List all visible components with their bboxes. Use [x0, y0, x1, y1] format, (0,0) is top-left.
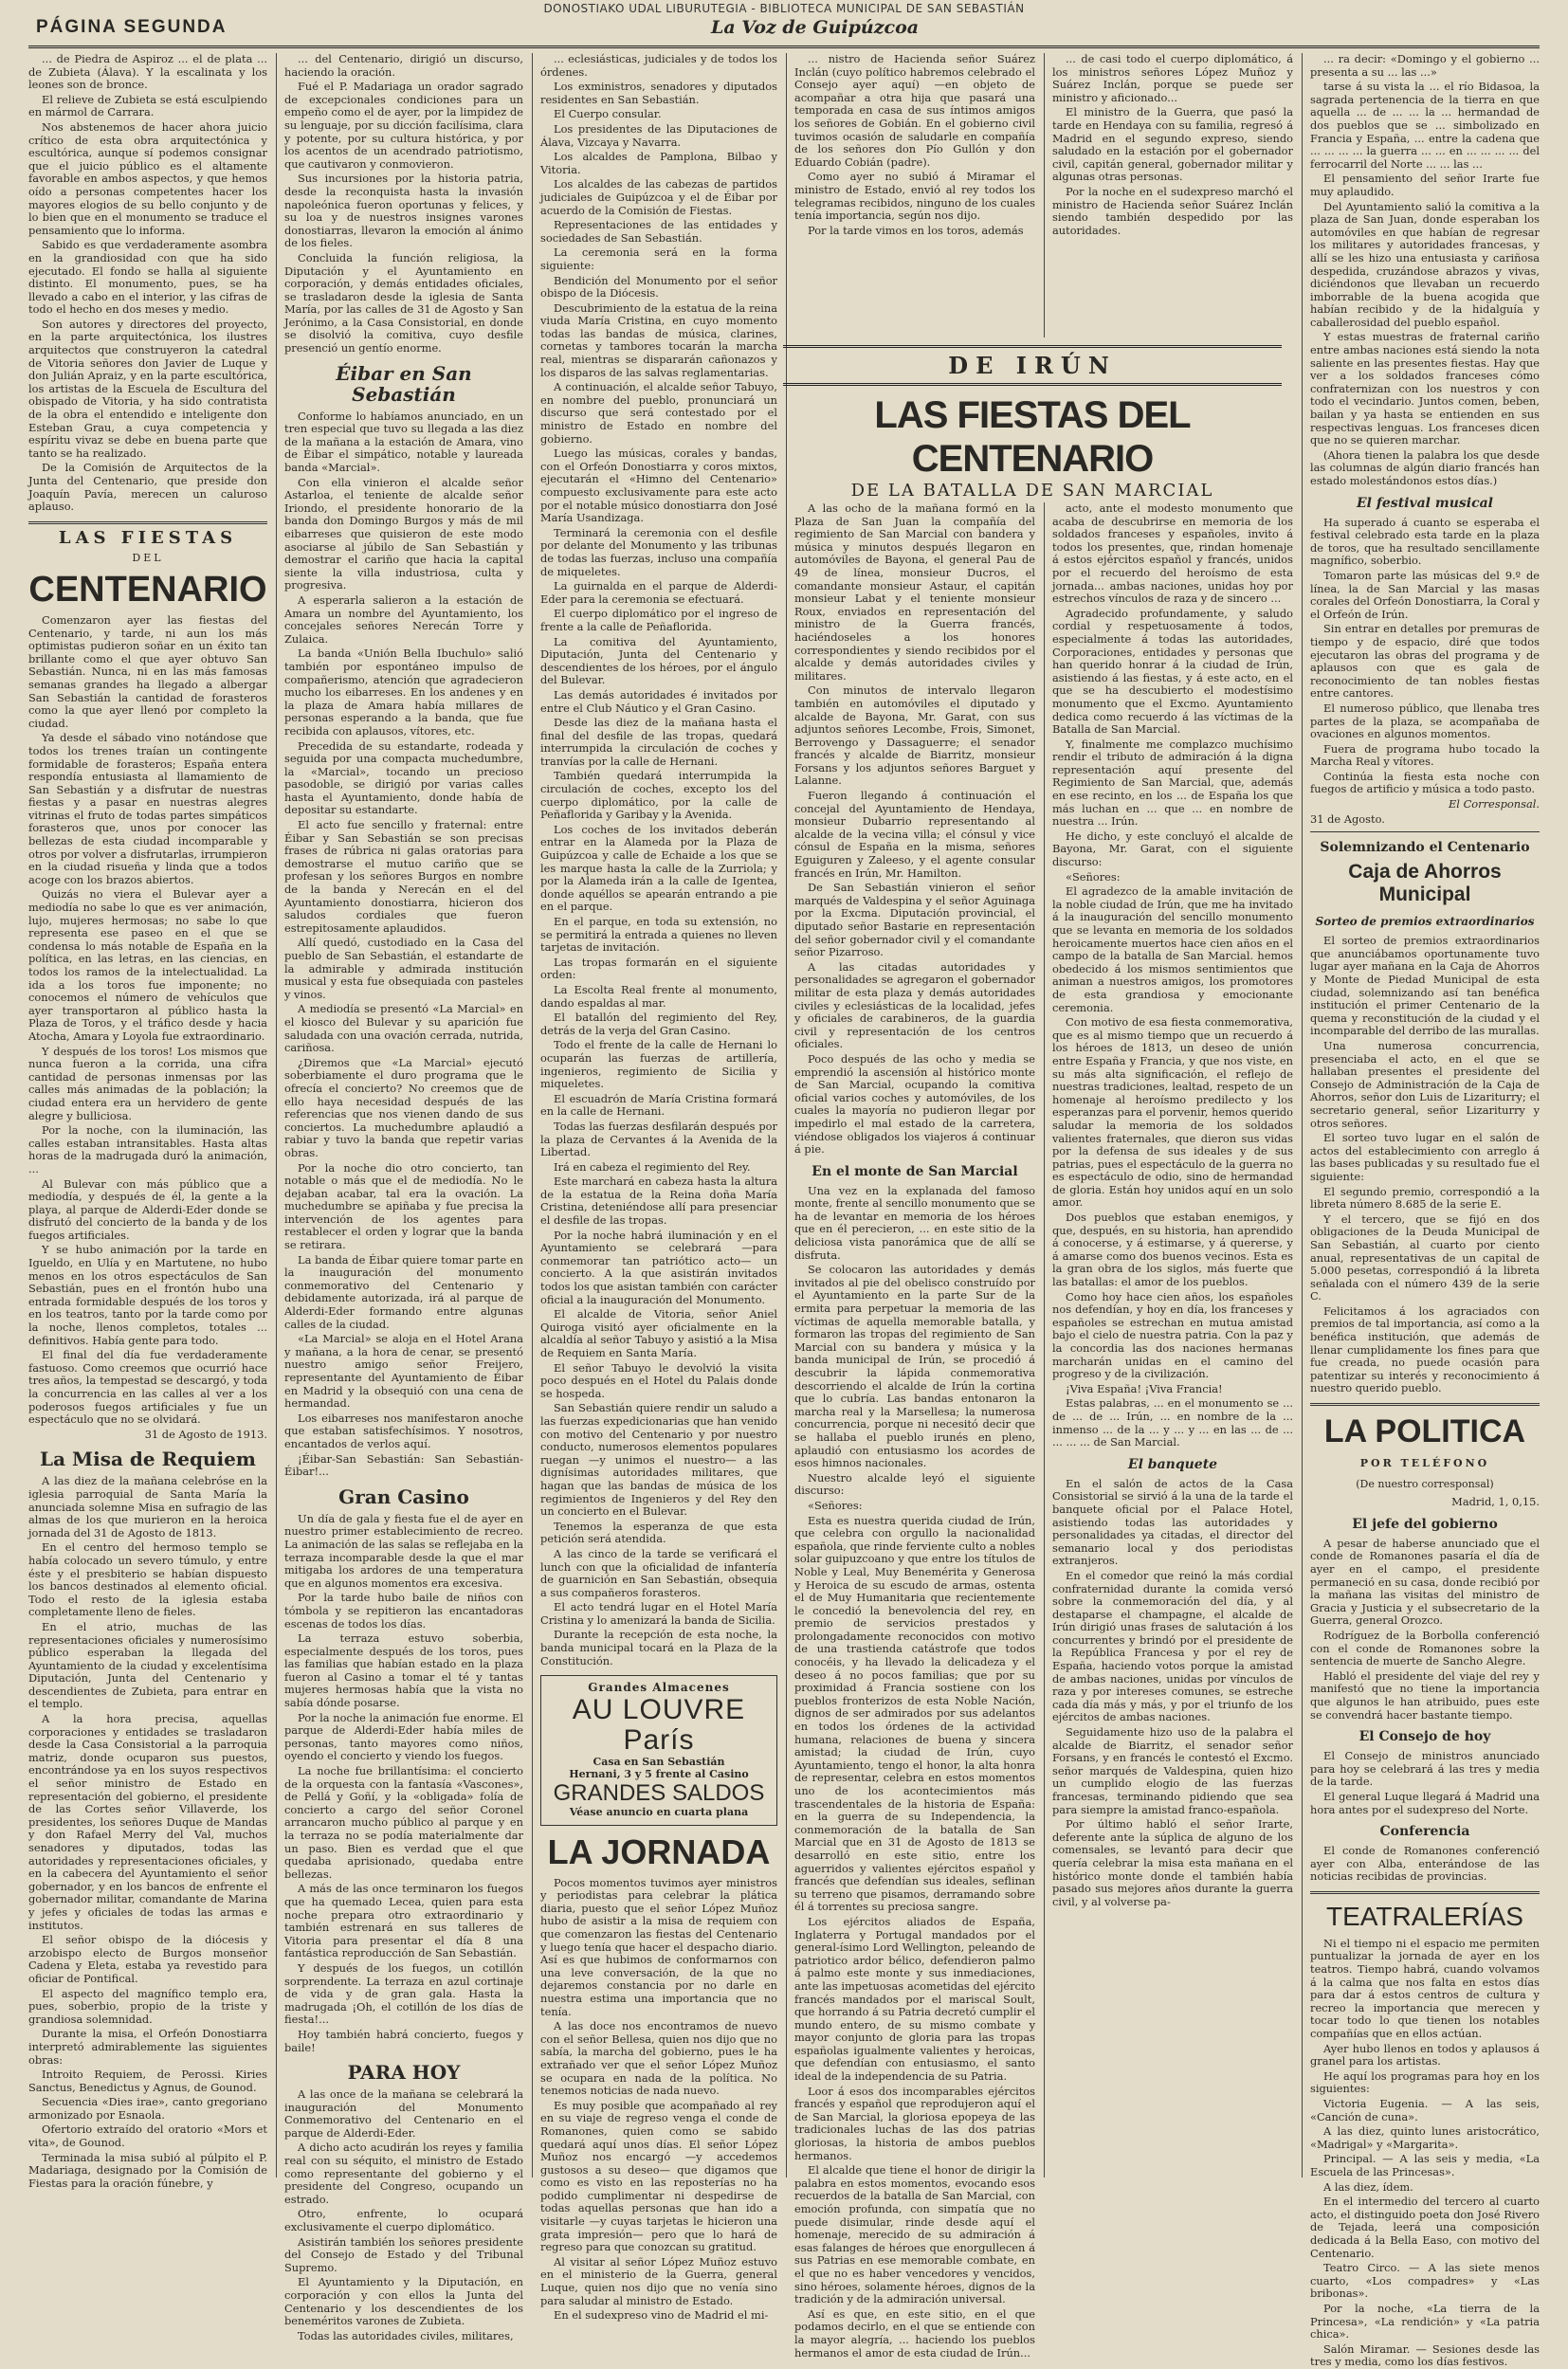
col2-p11: Allí quedó, custodiado en la Casa del pueblo de San Sebastián, el estandarte de la admirable y admirada institución musical y esta fue obsequiada con pasteles y vinos.: [284, 936, 523, 1001]
ad-headline: GRANDES SALDOS: [553, 1780, 765, 1807]
col6-p1: ... ra decir: «Domingo y el gobierno ... presenta a su ... las ...»: [1310, 52, 1540, 79]
col6-p30: Principal. — A las seis y media, «La Escuela de las Princesas».: [1310, 2152, 1540, 2178]
col2-p23: La noche fue brillantísima: el concierto de la orquesta con la fantasía «Vascones», de Pellá y Goñí, y la «obligada» folía de concierto a cargo del señor Coronel arrancaron mucho público al parque y en la terraza no se podía materialmente dar un paso. Bien es verdad que el que quedaba aprisionado, quedaba entre bellezas.: [284, 1764, 523, 1881]
page-number: PÁGINA SEGUNDA: [36, 17, 228, 37]
col6-p15: El sorteo tuvo lugar en el salón de actos del establecimiento con arreglo á las bases publicadas y su resultado fue el siguiente:: [1310, 1131, 1540, 1183]
col3-p9: Bendición del Monumento por el señor obispo de la Diócesis.: [540, 273, 777, 301]
col1-p11: Por la noche, con la iluminación, las calles estaban intransitables. Hasta altas horas de la madrugada duró la animación, ...: [28, 1123, 267, 1175]
col6-p20: Rodríguez de la Borbolla conferenció con el conde de Romanones sobre la sentencia de muerte de Sancho Alegre.: [1310, 1628, 1540, 1668]
col6-p18: Felicitamos á los agraciados con premios de tal importancia, así como a la benéfica institución, que además de llenar cumplidamente los fines para que fue creada, no puede ocasión para patentizar su interés y reconocimiento á nuestro querido pueblo.: [1310, 1303, 1540, 1395]
col1-p17: En el atrio, muchas de las representaciones oficiales y numerosísimo público esperaban la llegada del Ayuntamiento de la ciudad y excelentísima Diputación, Junta del Centenario y descendientes de Zubieta, para entrar en el templo.: [28, 1619, 267, 1711]
col6-p33: Teatro Circo. — A las siete menos cuarto, «Los compadres» y «Las bribonas».: [1310, 2261, 1540, 2301]
col2-p20: Por la tarde hubo baile de niños con tómbola y se repitieron las encantadoras escenas de todos los días.: [284, 1591, 523, 1631]
col2-p16: «La Marcial» se aloja en el Hotel Arana y mañana, a la hora de cenar, se presentó nuestro amigo señor Freijero, representante del Ayuntamiento de Éibar en Madrid y la obsequió con una cena de hermandad.: [284, 1332, 523, 1411]
irun1-p11: Esta es nuestra querida ciudad de Irún, que celebra con orgullo la nacionalidad española, que rinde ferviente culto a nobles solar guipuzcoano y que entre los títulos de Noble y Leal, Muy Benemérita y Generosa y Heroica de su escudo de armas, ostenta el de Muy Humanitaria que recientemente le concedió la benevolencia del rey, en premio de servicios prestados y prolongadamente reconocidos con motivo de una trastienda catástrofe que todos conocéis, y ha llevado la delicadeza y el deseo á no pocos familias; que por su proximidad á Francia sostiene con los pueblos fronterizos de esta Noble Nación, dignos de ser admirados por sus adelantos en todos los órdenes de la actividad humana, relaciones de buena y sincera amistad; la ciudad de Irún, cuyo Ayuntamiento, tengo el honor, la alta honra de representar, celebra en estos momentos uno de los acontecimientos más trascendentales de la historia de España: en la guerra de su Independencia, la conmemoración de la batalla de San Marcial que en 31 de Agosto de 1813 se desarrolló en este sitio, entre los aguerridos y valientes ejércitos español y francés que defendían sus ideales, seflinan su terreno que pisamos, derramando sobre él á torrentes su preciosa sangre.: [794, 1513, 1035, 1914]
col1-p2: El relieve de Zubieta se está esculpiendo en mármol de Carrara.: [28, 92, 267, 119]
column-rule: [1044, 502, 1045, 2178]
article-date: 31 de Agosto de 1913.: [144, 1427, 267, 1441]
col6-p29: A las diez, quinto lunes aristocrático, «Madrigal» y «Margarita».: [1310, 2124, 1540, 2151]
ad-title: AU LOUVRE París: [572, 1693, 746, 1756]
col6-p26: Ayer hubo llenos en todos y aplausos á granel para los artistas.: [1310, 2041, 1540, 2068]
column-2: [284, 52, 523, 2342]
irun2-p2: Agradecido profundamente, y saludo cordial y respetuosamente á todos, especialmente á todas las autoridades, Corporaciones, entidades y personas que han querido honrar á la ciudad de Irún, asistiendo á las fiestas, y á este acto, en el que se ha descubierto el modestísimo monumento que el Excmo. Ayuntamiento dedica como recuerdo á las víctimas de la Batalla de San Marcial.: [1052, 606, 1293, 737]
col6-p8: Tomaron parte las músicas del 9.º de línea, la de San Marcial y las masas corales del Orfeón Donostiarra, la Coral y el Orfeón de Irún.: [1310, 568, 1540, 621]
col1-p1: ... de Piedra de Aspiroz ... el de plata ... de Zubieta (Álava). Y la escalinata y los leones son de bronce.: [28, 52, 267, 92]
col1-p4: Sabido es que verdaderamente asombra en la grandiosidad con que ha sido ejecutado. El fondo se halla al siguiente distinto. El monumento, pues, se ha llevado a cabo en el interior, y las cifras de todo el hecho en dos meses y medio.: [28, 238, 267, 317]
col2-p28: A dicho acto acudirán los reyes y familia real con su séquito, el ministro de Estado como representante del gobierno y el presidente del Congreso, ocupando un estrado.: [284, 2141, 523, 2206]
col3-p6: Los alcaldes de las cabezas de partidos judiciales de Guipúzcoa y el de Éibar por acuerdo de la Comisión de Fiestas.: [540, 177, 777, 217]
col3-p5: Los alcaldes de Pamplona, Bilbao y Vitoria.: [540, 150, 777, 176]
col1-p15: A las diez de la mañana celebróse en la iglesia parroquial de Santa María la anunciada solemne Misa en sufragio de las almas de los que murieron en la heroica jornada del 31 de Agosto de 1813.: [28, 1474, 267, 1540]
divider: [1310, 1891, 1540, 1894]
col2-p10: El acto fue sencillo y fraternal: entre Éibar y San Sebastián se son precisas frases de rúbrica ni galas oratorias para demostrarse el mutuo cariño que se profesan y los señores Burgos en nombre de la banda y Nerecán en el del Ayuntamiento donostiarra, hicieron dos saludos cordiales que fueron estrepitosamente aplaudidos.: [284, 818, 523, 935]
col6-p31: A las diez, ídem.: [1323, 2179, 1413, 2194]
col1-p9: Quizás no viera el Bulevar ayer a mediodía no sabe lo que es ver animación, lujo, mujeres hermosas; no sabe lo que representa ese paseo en el que se condensa lo más notable de España en la política, en las letras, en las ciencias, en todos los ramos de la intelectualidad. La ida a los toros fue imponente; no conocemos el número de vehículos que ayer transportaron al público hasta la Plaza de Toros, y el tráfico desde y hacia Atocha, Amara y Loyola fue extraordinario.: [28, 887, 267, 1043]
masthead: [28, 13, 1540, 48]
col1-p3: Nos abstenemos de hacer ahora juicio crítico de esta obra arquitectónica y escultórica, aunque sí podemos consignar que el juicio público es el altamente favorable en ambos aspectos, y que hemos oído a personas competentes hacer los mayores elogios de su bello conjunto y de lo bien que en el monumento se traduce el pensamiento que lo informa.: [28, 119, 267, 237]
col6-p10: El numeroso público, que llenaba tres partes de la plaza, se acompañaba de ovaciones en algunos momentos.: [1310, 701, 1540, 741]
banner-title: LAS FIESTAS DEL CENTENARIO: [874, 394, 1191, 480]
col4-p3: Por la tarde vimos en los toros, además: [808, 223, 1024, 237]
col4-p1: ... nistro de Hacienda señor Suárez Inclán (cuyo político habremos celebrado el Consejo ayer aquí) —en objeto de acompañar a otra hija que pasará una temporada en casa de sus íntimos amigos los señores de Gobián. En el gobierno civil tuvimos ocasión de saludarle en compañía de los señores don Pío Gullón y don Eduardo Cobián (padre).: [794, 52, 1035, 169]
col2-p9: Precedida de su estandarte, rodeada y seguida por una compacta muchedumbre, la «Marcial», tocando un precioso pasodoble, se dirigió por varias calles hasta el Ayuntamiento, donde había de depositar su estandarte.: [284, 738, 523, 817]
article-date: 31 de Agosto.: [1310, 811, 1385, 826]
irun2-p3: Y, finalmente me complazco muchísimo rendir el tributo de admiración á la digna representación aquí presente del Regimiento de San Marcial, que, además en ese recinto, en los ... de España los que más luchan en ... que ... en nombre de nuestra ... Irún.: [1052, 737, 1293, 829]
col3-p2: Los exministros, senadores y diputados residentes en San Sebastián.: [540, 80, 777, 106]
col3-p42: En el sudexpreso vino de Madrid el mi-: [554, 2308, 769, 2323]
section-heading-large: TEATRALERÍAS: [1326, 1901, 1523, 1931]
col3-p1: ... eclesiásticas, judiciales y de todos los órdenes.: [540, 52, 777, 79]
col6-p12: Continúa la fiesta esta noche con fuegos de artificio y música a todo pasto.: [1310, 769, 1540, 796]
col2-p31: El Ayuntamiento y la Diputación, en corporación y con ellos la Junta del Centenario y los descendientes de los beneméritos varones de Zubieta.: [284, 2275, 523, 2328]
irun1-p8: Se colocaron las autoridades y demás invitados al pie del obelisco construído por el Ayuntamiento en la parte Sur de la ermita para perpetuar la memoria de las víctimas de aquella memorable batalla, y formaron las tropas del regimiento de San Marcial con su bandera y música y la banda municipal de Irún, se procedió á descubrir la lápida conmemorativa descorriendo el alcalde de Irún la cortina que lo cubría. Las bandas entonaron la marcha real y la Marsellesa; la numerosa concurrencia, porque ni necesitó decir que se hallaba el pueblo irunés en pleno, aplaudió con entusiasmo los acordes de esos himnos nacionales.: [794, 1263, 1035, 1470]
col6-p2: tarse á su vista la ... el río Bidasoa, la sagrada pertenencia de la tierra en que aquella ... de ... ... la ... hermandad de dos pueblos que se ... simbolizado en Francia y España, ... entre la cadena que ... ... ... ... la guerra ... ... en ... ... ... ... del ferrocarril del Norte ... ... las ...: [1310, 80, 1540, 171]
col2-p18: ¡Éibar-San Sebastián: San Sebastián-Éibar!...: [284, 1451, 523, 1479]
archive-header: DONOSTIAKO UDAL LIBURUTEGIA - BIBLIOTECA MUNICIPAL DE SAN SEBASTIÁN: [543, 2, 1025, 15]
col1-p24: Ofertorio extraído del oratorio «Mors et vita», de Gounod.: [28, 2123, 267, 2150]
irun1-p14: El alcalde que tiene el honor de dirigir la palabra en estos momentos, evocando esos recuerdos de la batalla de San Marcial, con emoción profunda, con simpatía que no puede disimular, rinde desde aquí el homenaje, merecido de su admiración á esas falanges de héroes que enorgullecen á sus Patrias en ese memorable combate, en el que no es haber vencedores y vencidos, sino héroes, solamente héroes, dignos de la tradición y de la admiración universal.: [794, 2163, 1035, 2306]
col3-p14: La guirnalda en el parque de Alderdi-Eder para la ceremonia se efectuará.: [540, 579, 777, 606]
irun1-p12: Los ejércitos aliados de España, Inglaterra y Portugal mandados por el general-ísimo Lord Wellington, peleando de patriotico ardor bélico, defendieron palmo á palmo este monte y sus inmediaciones, ante las impetuosas acometidas del ejército francés mandados por el mariscal Soult, que horrando á su Patria decretó cumplir el mundo entero, de su mismo combate y mayor conjunto de gloria para las tropas españolas igualmente valientes y heroicas, que defendían con entusiasmo, el santo ideal de la independencia de su Patria.: [794, 1914, 1035, 2084]
section-heading: Éibar en San Sebastián: [336, 361, 472, 406]
col2-p22: Por la noche la animación fue enorme. El parque de Alderdi-Eder había miles de personas, tanto mayores como niños, oyendo el concierto y viendo los fuegos.: [284, 1710, 523, 1763]
col2-p27: A las once de la mañana se celebrará la inauguración del Monumento Conmemorativo del Centenario en el parque de Alderdi-Eder.: [284, 2087, 523, 2140]
col2-p19: Un día de gala y fiesta fue el de ayer en nuestro primer establecimiento de recreo. La animación de las salas se reflejaba en la terraza incomparable desde la que el mar mitigaba los ardores de una temperatura que en algunos momentos era excesiva.: [284, 1511, 523, 1590]
irun2-p4: He dicho, y este concluyó el alcalde de Bayona, Mr. Garat, con el siguiente discurso:: [1052, 829, 1293, 869]
column-3: [540, 52, 777, 2323]
irun2-p9: Como hoy hace cien años, los españoles nos defendían, y hoy en día, los franceses y españoles se estrechan en mutua amistad bajo el cielo de nuestra patria. Con la paz y la concordia las dos naciones hermanas marcharán unidas en el camino del progreso y de la civilización.: [1052, 1289, 1293, 1381]
col2-p8: La banda «Unión Bella Ibuchulo» salió también por espontáneo impulso de compañerismo, atención que agradecieron mucho los eibarreses. En los andenes y en la plaza de Amara había millares de personas esperando a la banda, que fue recibida con aplausos, vítores, etc.: [284, 647, 523, 738]
ad-line: Hernani, 3 y 5 frente al Casino: [569, 1768, 749, 1781]
irun1-p10: «Señores:: [808, 1498, 863, 1512]
col3-p40: Es muy posible que acompañado al rey en su viaje de regreso venga el conde de Romanones, quien como se sabido quedará aquí unos días. El señor López Muñoz nos encargó —y accedemos gustosos a su deseo— que digamos que como es visto en las reposterías no ha podido cumplimentar ni despedirse de todas aquellas personas que han ido a visitarle —y cuyas tarjetas le hicieron una grata impresión— pero que lo hará de regreso para que conozcan su gratitud.: [540, 2098, 777, 2254]
newspaper-name: La Voz de Guipúzcoa: [711, 17, 920, 38]
col6-p34: Por la noche, «La tierra de la Princesa», «La rendición» y «La patria chica».: [1310, 2301, 1540, 2342]
col1-p18: A la hora precisa, aquellas corporaciones y entidades se trasladaron desde la Casa Consistorial a la parroquia matriz, donde ocuparon sus puestos, encontrándose ya en los suyos respectivos el señor ministro de Estado en representación del gobierno, el presidente de las Cortes señor Villaverde, los presidentes, los señores Duque de Mandas y don Rafael Merry del Val, muchos senadores y diputados, todas las autoridades y representaciones oficiales, y en la cabecera del Ayuntamiento el señor gobernador, y en los bancos de enfrente el gobernador militar, comandante de Marina y jefes y oficiales de todas las armas e institutos.: [28, 1712, 267, 1932]
section-heading: El Consejo de hoy: [1358, 1729, 1491, 1745]
column-5-top: [1052, 53, 1293, 337]
col3-p39: A las doce nos encontramos de nuevo con el señor Bellesa, quien nos dijo que no sabía, la marcha del gobierno, pues le ha extrañado ver que el señor López Muñoz se ocupara en nada de la política. No tenemos noticias de nada nuevo.: [540, 2019, 777, 2098]
col3-p34: Tenemos la esperanza de que esta petición será atendida.: [540, 1519, 777, 1546]
col3-p25: Todo el frente de la calle de Hernani lo ocuparán las fuerzas de artillería, ingenieros, regimiento de Sicilia y miqueletes.: [540, 1038, 777, 1091]
col2-p21: La terraza estuvo soberbia, especialmente después de los toros, pues las familias que habían estado en la plaza fueron al Casino a tomar el té y tantas mujeres hermosas había que la vista no sabía dónde posarse.: [284, 1631, 523, 1710]
col3-p26: El escuadrón de María Cristina formará en la calle de Hernani.: [540, 1091, 777, 1119]
col3-p29: Este marchará en cabeza hasta la altura de la estatua de la Reina doña María Cristina, deteniéndose allí para presenciar el desfile de las tropas.: [540, 1175, 777, 1228]
col2-p25: Y después de los fuegos, un cotillón sorprendente. La terraza en azul cortinaje de vida y de gran gala. Hasta la madrugada ¡Oh, el cotillón de los días de fiesta!...: [284, 1960, 523, 2027]
col3-p27: Todas las fuerzas desfilarán después por la plaza de Cervantes á la Avenida de la Libertad.: [540, 1119, 777, 1159]
col3-p17: Las demás autoridades é invitados por entre el Club Náutico y el Gran Casino.: [540, 687, 777, 715]
col6-p19: A pesar de haberse anunciado que el conde de Romanones pasaría el día de ayer en el campo, el presidente permaneció en su casa, donde recibió por la mañana las visitas del ministro de Gracia y Justicia y el subsecretario de la Guerra, general Orozco.: [1310, 1536, 1540, 1628]
irun1-p6: Poco después de las ocho y media se emprendió la ascensión al histórico monte de San Marcial, ocupando la comitiva oficial varios coches y automóviles, de los cuales la mayoría no pudieron llegar por impedirlo el mal estado de la carretera, viéndose obligados los viajeros á continuar á pie.: [794, 1051, 1035, 1157]
col3-p11: A continuación, el alcalde señor Tabuyo, en nombre del pueblo, pronunciará un discurso que será contestado por el ministro de Estado en nombre del gobierno.: [540, 380, 777, 446]
section-heading: El banquete: [1127, 1456, 1218, 1472]
col6-p17: Y el tercero, que se fijó en dos obligaciones de la Deuda Municipal de San Sebastián, al cuarto por ciento anual, representativas de un capital de 5.000 pesetas, correspondió á la libreta señalada con el número 439 de la serie C.: [1310, 1212, 1540, 1303]
section-subheading: (De nuestro corresponsal): [1356, 1477, 1494, 1490]
col6-p32: En el intermedio del tercero al cuarto acto, el distinguido poeta don José Rivero de Tejada, leerá una composición dedicada á la Bella Easo, con motivo del Centenario.: [1310, 2195, 1540, 2260]
col2-p1: ... del Centenario, dirigió un discurso, haciendo la oración.: [284, 52, 523, 79]
col3-p4: Los presidentes de las Diputaciones de Álava, Vizcaya y Navarra.: [540, 121, 777, 149]
ad-line: Grandes Almacenes: [588, 1681, 730, 1695]
irun2-p10: ¡Viva España! ¡Viva Francia!: [1066, 1381, 1223, 1395]
section-heading: El festival musical: [1357, 495, 1493, 511]
dateline: Madrid, 1, 0,15.: [1451, 1495, 1540, 1509]
irun1-p15: Así es que, en este sitio, en el que podamos decirlo, en el que se entiende con la mayor alegría, ... haciendo los pueblos hermanos el amor de esta ciudad de Irún...: [794, 2306, 1035, 2360]
col6-p6: (Ahora tienen la palabra los que desde las columnas de algún diario francés han estado molestándonos estos días.): [1310, 447, 1540, 487]
col6-p22: El Consejo de ministros anunciado para hoy se celebrará á las tres y media de la tarde.: [1310, 1749, 1540, 1789]
col3-p24: El batallón del regimiento del Rey, detrás de la verja del Gran Casino.: [540, 1011, 777, 1037]
col3-p8: La ceremonia será en la forma siguiente:: [540, 246, 777, 272]
col2-p7: A esperarla salieron a la estación de Amara un nombre del Ayuntamiento, los concejales señores Nerecán Torre y Zulaica.: [284, 592, 523, 646]
divider: [1310, 1403, 1540, 1406]
col1-p21: Durante la misa, el Orfeón Donostiarra interpretó admirablemente las siguientes obras:: [28, 2027, 267, 2067]
irun1-p4: De San Sebastián vinieron el señor marqués de Valdespina y el señor Aguinaga por la Excma. Diputación provincial, el diputado señor Bastarie en representación del señor gobernador civil y el comandante señor Pizarroso.: [794, 881, 1035, 959]
irun1-p9: Nuestro alcalde leyó el siguiente discurso:: [794, 1470, 1035, 1498]
irun2-p15: Por último habló el señor Irarte, deferente ante la súplica de alguno de los comensales, se levantó para decir que quería celebrar la misa esta mañana en el histórico monte donde el también había pasado sus mejores años durante la guerra civil, y al volverse pa-: [1052, 1817, 1293, 1908]
section-heading-large: Caja de Ahorros Municipal: [1348, 861, 1502, 906]
col3-p31: El alcalde de Vitoria, señor Aniel Quiroga visitó ayer oficialmente en la alcaldía al señor Tabuyo y asistió a la Misa de Requiem en Santa María.: [540, 1307, 777, 1359]
irun2-p11: Estas palabras, ... en el monumento se ... de ... de ... Irún, ... en nombre de la ... inmenso ... de la ... y ... y ... en las ... de ... ... ... ... de San Marcial.: [1052, 1396, 1293, 1449]
col2-p4: Concluida la función religiosa, la Diputación y el Ayuntamiento en corporación, y demás entidades oficiales, se trasladaron desde la iglesia de Santa María, por las calles de 31 de Agosto y San Jerónimo, a la Casa Consistorial, en donde se disolvió la comitiva, cuyo desfile presenció un gentío enorme.: [284, 250, 523, 355]
section-heading-large: LA JORNADA: [547, 1831, 771, 1871]
irun1-p1: A las ocho de la mañana formó en la Plaza de San Juan la compañía del regimiento de San Marcial con bandera y música y minutos después llegaron en automóviles de Bayona, el general Pau de 49 de línea, monsieur Ducros, el comandante monsieur Astaur, el capitán monsieur Labat y el teniente monsieur Roux, enviados en representación del ministro de la Guerra francés, haciéndoseles a los honores correspondientes y siendo recibidos por el alcalde y demás autoridades civiles y militares.: [794, 501, 1035, 683]
col1-p13: Y se hubo animación por la tarde en Igueldo, en Ulía y en Martutene, no hubo menos en los otros espectáculos de San Sebastián, pues en el frontón hubo una entrada formidable después de los toros y en los teatros, tanto por la tarde como por la noche, llenos completos, totales ... definitivos. Había gente para todo.: [28, 1243, 267, 1347]
col2-p13: ¿Diremos que «La Marcial» ejecutó soberbiamente el duro programa que le ofrecía el concierto? No creemos que de ello haya necesidad después de las referencias que nos vienen dando de sus conciertos. La muchedumbre aplaudió a rabiar y tuvo la banda que repetir varias obras.: [284, 1055, 523, 1159]
col1-p19: El señor obispo de la diócesis y arzobispo electo de Burgos monseñor Cadena y Eleta, estaba ya revestido para oficiar de Pontifical.: [28, 1933, 267, 1985]
banner-subtitle: DE LA BATALLA DE SAN MARCIAL: [850, 481, 1214, 501]
col6-p9: Sin entrar en detalles por premuras de tiempo y de espacio, diré que todos ejecutaron las obras del programa y de aplausos con que es gala de reconocimiento de tan nobles fiestas entre cantores.: [1310, 622, 1540, 701]
irun1-p2: Con minutos de intervalo llegaron también en automóviles el diputado y alcalde de Bayona, Mr. Garat, con sus adjuntos señores Lecombe, Frois, Simonet, Berrovengo y Dassaguerre; el senador francés y alcalde de Biarritz, monsieur Forsans y los adjuntos señores Barguet y Lalanne.: [794, 683, 1035, 788]
col2-p6: Con ella vinieron el alcalde señor Astarloa, el teniente de alcalde señor Iriondo, el presidente honorario de la banda don Domingo Burgos y más de mil eibarreses que quisieron de este modo asociarse al júbilo de San Sebastián y demostrar el cariño que hacia la capital siente la villa industriosa, culta y progresiva.: [284, 475, 523, 592]
col1-p8: Ya desde el sábado vino notándose que todos los trenes traían un contingente formidable de forasteros; España entera respondía entusiasta al llamamiento de San Sebastián y a disfrutar de nuestras fiestas y a pasar en nuestras alegres vitrinas el fruto de todas partes simpáticos forasteros que, unos por conocer las bellezas de esta ciudad incomparable y otros por volver a disfrutarlas, irrumpieron en la ciudad risueña y linda que a todos acoge con los brazos abiertos.: [28, 731, 267, 886]
col3-p19: También quedará interrumpida la circulación de coches, excepto los del cuerpo diplomático, por la calle de Peñaflorida y Garibay y la Avenida.: [540, 769, 777, 822]
section-heading-large: LA POLITICA: [1323, 1413, 1526, 1450]
col1-p23: Secuencia «Dies irae», canto gregoriano armonizado por Esnaola.: [28, 2095, 267, 2122]
col2-p17: Los eibarreses nos manifestaron anoche que estaban satisfechísimos. Y nosotros, encantados de verlos aquí.: [284, 1411, 523, 1450]
col3-p22: Las tropas formarán en el siguiente orden:: [540, 955, 777, 982]
col1-p7: Comenzaron ayer las fiestas del Centenario, y tarde, ni aun los más optimistas pudieron soñar en un éxito tan brillante como el que ayer obtuvo San Sebastián. Nunca, ni en las más famosas semanas grandes ha llegado a albergar San Sebastián la cantidad de forasteros como la que ayer llenó por completo la ciudad.: [28, 612, 267, 730]
section-heading: PARA HOY: [347, 2061, 461, 2085]
col5-p1: ... de casi todo el cuerpo diplomático, á los ministros señores López Muñoz y Suárez Inclán, porque se puede ser ministro y aficionado...: [1052, 52, 1293, 104]
col6-p4: Del Ayuntamiento salió la comitiva a la plaza de San Juan, donde esperaban los automóviles en que habían de regresar los militares y autoridades francesas, y allí se les hizo una entusiasta y cariñosa despedida, cruzándose abrazos y vivas, diciéndonos que llevaban un recuerdo imborrable de la buena acogida que habían recibido y de la hidalguía y caballerosidad del pueblo español.: [1310, 199, 1540, 329]
ad-line: Véase anuncio en cuarta plana: [569, 1806, 749, 1819]
irun1-p5: A las citadas autoridades y personalidades se agregaron el gobernador militar de esta plaza y demás autoridades civiles y eclesiásticas de la localidad, jefes y oficiales de carabineros, de la guardia civil y representación de los centros oficiales.: [794, 959, 1035, 1051]
col3-p21: En el parque, en toda su extensión, no se permitirá la entrada a quienes no lleven tarjetas de invitación.: [540, 915, 777, 955]
col3-p15: El cuerpo diplomático por el ingreso de frente a la calle de Peñaflorida.: [540, 607, 777, 633]
ad-line: Casa en San Sebastián: [593, 1755, 725, 1768]
irun-banner: [783, 345, 1282, 504]
irun2-p7: Con motivo de esa fiesta conmemorativa, que es al mismo tiempo que un recuerdo á los héroes de 1813, un deseo de unión entre España y Francia, y que nos viste, en su más alta significación, el reflejo de nuestras tradiciones, lealtad, respeto de un homenaje al heroísmo predilecto y los esperanzas para el porvenir, hemos querido saludar la memoria de los soldados valientes fraternales, que dieron sus vidas por la defensa de sus ideales y de sus patrias, pues el espectáculo de la guerra no es espectáculo de odio, sino de hermandad de gloria. Están hoy unidos aquí en un solo amor.: [1052, 1015, 1293, 1210]
col1-p20: El aspecto del magnífico templo era, pues, soberbio, propio de la triste y grandiosa solemnidad.: [28, 1986, 267, 2026]
column-1: [28, 52, 267, 2190]
col3-p28: Irá en cabeza el regimiento del Rey.: [554, 1159, 751, 1174]
col1-p25: Terminada la misa subió al púlpito el P. Madariaga, designado por la Comisión de Fiestas para la oración fúnebre, y: [28, 2150, 267, 2190]
section-heading-connector: DEL: [132, 552, 164, 565]
col6-p5: Y estas muestras de fraternal cariño entre ambas naciones está siendo la nota saliente en las presentes fiestas. Hay que ver a los soldados franceses cómo confraternizan con los nuestros y con todo el vecindario. Juntos comen, beben, bailan y ya hasta se entienden en sus respectivas lenguas. Los franceses dicen que no se quieren marchar.: [1310, 330, 1540, 447]
irun-column-2: [1052, 502, 1293, 2178]
col1-p16: En el centro del hermoso templo se había colocado un severo túmulo, y entre éste y el presbiterio se habían dispuesto los bancos destinados al elemento oficial. Todo el resto de la iglesia estaba completamente lleno de fieles.: [28, 1540, 267, 1619]
irun2-p1: acto, ante el modesto monumento que acaba de descubrirse en memoria de los soldados franceses y españoles, invito á todos los presentes, que, rindan homenaje á estos ejércitos español y francés, unidos por el recuerdo del heroísmo de esta jornada... ambas naciones, unidas hoy por estrechos vínculos de raza y de sincero ...: [1052, 501, 1293, 606]
section-heading: El jefe del gobierno: [1352, 1516, 1498, 1532]
section-heading: Solemnizando el Centenario: [1320, 840, 1530, 856]
col3-p23: La Escolta Real frente al monumento, dando espaldas al mar.: [540, 982, 777, 1010]
irun2-p8: Dos pueblos que estaban enemigos, y que, después, en su historia, han aprendido á conocerse, y á estimarse, y á quererse, y á amarse como dos buenos vecinos. Esta es la gran obra de los siglos, más fuerte que las batallas: el amor de los pueblos.: [1052, 1211, 1293, 1289]
section-heading: Gran Casino: [338, 1485, 469, 1508]
col3-p3: El Cuerpo consular.: [554, 107, 662, 121]
col6-p24: El conde de Romanones conferenció ayer con Alba, enterándose de las noticias recibidas de provincias.: [1310, 1844, 1540, 1884]
col3-p10: Descubrimiento de la estatua de la reina viuda María Cristina, en cuyo momento todas las bandas de música, clarines, cornetas y tambores tocarán la marcha real, mientras se dispararán cañonazos y los disparos de las salvas reglamentarias.: [540, 301, 777, 379]
advertisement-au-louvre: [540, 1675, 777, 1825]
col3-p13: Terminará la ceremonia con el desfile por delante del Monumento y las tribunas de todas las fuerzas, incluso una compañía de miqueletes.: [540, 525, 777, 578]
col5-p3: Por la noche en el sudexpreso marchó el ministro de Hacienda señor Suárez Inclán siendo también despedido por las autoridades.: [1052, 184, 1293, 237]
section-subheading: POR TELÉFONO: [1359, 1457, 1490, 1470]
col3-p32: El señor Tabuyo le devolvió la visita poco después en el Hotel du Palais donde se hospeda.: [540, 1360, 777, 1400]
col3-p20: Los coches de los invitados deberán entrar en la Alameda por la Plaza de Guipúzcoa y calle de Echaide a los que se les marque hasta la calle de la Zurriola; y por la Alameda irán a la calle de Igentea, donde aquéllos se apearán entrando a pie en el parque.: [540, 822, 777, 914]
col3-p35: A las cinco de la tarde se verificará el lunch con que la oficialidad de infantería de guarnición en San Sebastián, obsequia a sus compañeros forasteros.: [540, 1546, 777, 1599]
col6-p21: Habló el presidente del viaje del rey y manifestó que no tiene la importancia que algunos le han atribuido, pues este se convendrá hacer bastante tiempo.: [1310, 1668, 1540, 1722]
col2-p32: Todas las autoridades civiles, militares,: [298, 2328, 514, 2342]
irun2-p12: En el salón de actos de la Casa Consistorial se sirvió á la una de la tarde el banquete oficial por el Palace Hotel, asistiendo todas las autoridades y personalidades ya citadas, el director del semanario local y dos periodistas extranjeros.: [1052, 1476, 1293, 1568]
col3-p41: Al visitar al señor López Muñoz estuvo en el ministerio de la Guerra, general Luque, quien nos dijo que no venía sino para saludar al ministro de Estado.: [540, 2254, 777, 2307]
irun2-p5: «Señores:: [1066, 869, 1121, 884]
section-heading: LAS FIESTAS: [58, 527, 238, 548]
col6-p16: El segundo premio, correspondió a la libreta número 8.685 de la serie E.: [1310, 1184, 1540, 1212]
col2-p24: A más de las once terminaron los fuegos que ha quemado Lecea, quien para esta noche prepara otro extraordinario y también estrenará en sus talleres de Vitoria para presentar el día 8 una fantástica reproducción de San Sebastián.: [284, 1882, 523, 1960]
col3-p37: Durante la recepción de esta noche, la banda municipal tocará en la Plaza de la Constitución.: [540, 1628, 777, 1667]
section-heading: Conferencia: [1379, 1824, 1470, 1840]
column-rule: [532, 53, 533, 2178]
col3-p38: Pocos momentos tuvimos ayer ministros y periodistas para celebrar la plática diaria, puesto que el señor López Muñoz hubo de asistir a la misa de requiem con que comenzaron las fiestas del Centenario y luego tenía que hacer el despacho diario. Así es que hubimos de conformarnos con una leve conversación, de la que no dejaremos constancia por no darle en nuestra estima una importancia que no tenía.: [540, 1875, 777, 2018]
col2-p15: La banda de Éibar quiere tomar parte en la inauguración del monumento conmemorativo del Centenario y debidamente autorizada, irá al parque de Alderdi-Eder formando entre algunas calles de la ciudad.: [284, 1252, 523, 1331]
divider: [28, 521, 267, 524]
banner-kicker: DE IRÚN: [783, 345, 1282, 386]
col6-p11: Fuera de programa hubo tocado la Marcha Real y vítores.: [1310, 741, 1540, 769]
column-rule: [1302, 53, 1303, 2178]
section-heading-large: CENTENARIO: [28, 569, 267, 610]
col2-p3: Sus incursiones por la historia patria, desde la reconquista hasta la invasión napoleónica fueron oportunas y felices, y su loa y de nuestros insignes varones donostiarras, llevaron la emoción al ánimo de los fieles.: [284, 172, 523, 250]
col2-p5: Conforme lo habíamos anunciado, en un tren especial que tuvo su llegada a las diez de la mañana a la estación de Amara, vino de Éibar el simpático, notable y laureada banda «Marcial».: [284, 409, 523, 475]
section-heading: La Misa de Requiem: [40, 1448, 256, 1471]
col6-p3: El pensamiento del señor Irarte fue muy aplaudido.: [1310, 172, 1540, 198]
col1-p12: Al Bulevar con más público que a mediodía, y después de él, la gente a la playa, al parque de Alderdi-Eder donde se disfrutó del concierto de la banda y de los fuegos artificiales.: [28, 1176, 267, 1242]
irun1-p7: Una vez en la explanada del famoso monte, frente al sencillo monumento que se ha de levantar en memoria de los héroes que en él perecieron, ... en este sitio de la deliciosa vista panorámica que de allí se disfruta.: [794, 1183, 1035, 1262]
col6-p13: El sorteo de premios extraordinarios que anunciábamos oportunamente tuvo lugar ayer mañana en la Caja de Ahorros y Monte de Piedad Municipal de esta ciudad, solemnizando así tan benéfica institución el primer Centenario de la quema y reconstitución de la ciudad y el incomparable del derribo de las murallas.: [1310, 934, 1540, 1038]
section-heading: En el monte de San Marcial: [811, 1163, 1018, 1179]
irun1-p3: Fueron llegando á continuación el concejal del Ayuntamiento de Hendaya, monsieur Dubarrio representando al alcalde de la vecina villa; el cónsul y vice cónsul de España en la misma, señores Eguiguren y Zaleeso, y el agente consular francés en Irún, Mr. Hamilton.: [794, 789, 1035, 880]
col6-p25: Ni el tiempo ni el espacio me permiten puntualizar la jornada de ayer en los teatros. Tiempo habrá, cuando volvamos á la calma que nos falta en estos días para dar á estos centros de cultura y recreo la importancia que merecen y tocar todo lo que tienen los notables compañías que en ellos actúan.: [1310, 1936, 1540, 2041]
column-6: [1310, 52, 1540, 2369]
irun-column-1: [794, 501, 1035, 2360]
col2-p12: A mediodía se presentó «La Marcial» en el kiosco del Bulevar y su aparición fue saludada con una ovación cerrada, nutrida, cariñosa.: [284, 1002, 523, 1055]
col1-p6: De la Comisión de Arquitectos de la Junta del Centenario, que preside don Joaquín Pavía, merecen un caluroso aplauso.: [28, 461, 267, 514]
col6-p23: El general Luque llegará á Madrid una hora antes por el sudexpreso del Norte.: [1310, 1789, 1540, 1816]
col3-p18: Desde las diez de la mañana hasta el final del desfile de las tropas, quedará interrumpida la circulación de coches y tranvías por la calle de Hernani.: [540, 716, 777, 768]
irun2-p14: Seguidamente hizo uso de la palabra el alcalde de Biarritz, el senador señor Forsans, y en francés le contestó el Excmo. señor marqués de Valdespina, quien hizo un cumplido elogio de las fuerzas francesas, terminando pidiendo que sea para siempre la amistad franco-española.: [1052, 1725, 1293, 1816]
irun2-p13: En el comedor que reinó la más cordial confraternidad durante la comida versó sobre la conmemoración del día, y al destaparse el champagne, el alcalde de Irún dirigió unas frases de salutación á los concurrentes y brindó por el presidente de la República Francesa y por el rey de España, haciendo votos porque la amistad de ambas naciones, unidas por vínculos de raza y por intereses comunes, se estreche cada día más y más, y por el triunfo de los ejércitos de ambas naciones.: [1052, 1568, 1293, 1724]
col2-p14: Por la noche dio otro concierto, tan notable o más que el de mediodía. No le dejaban acabar, tal era la ovación. La muchedumbre se apiñaba y fue precisa la intervención de los agentes para restablecer el orden y lograr que la banda se retirara.: [284, 1160, 523, 1252]
col2-p26: Hoy también habrá concierto, fuegos y baile!: [284, 2027, 523, 2054]
col6-p28: Victoria Eugenia. — A las seis, «Canción de cuna».: [1310, 2097, 1540, 2123]
col4-p2: Como ayer no subió á Miramar el ministro de Estado, envió al rey todos los telegramas recibidos, ninguno de los cuales tenía importancia, según nos dijo.: [794, 170, 1035, 223]
col1-p5: Son autores y directores del proyecto, en la parte arquitectónica, los ilustres arquitectos que construyeron la catedral de Vitoria señores don Javier de Luque y don Julián Apraiz, y en la parte escultórica, los artistas de la Escuela de Escultura del obispado de Vitoria, y ha sido contratista de la obra el entendido e inteligente don Esteban Grau, a cuya competencia y espíritu vivaz se debe en buena parte que tanto se ha realizado.: [28, 317, 267, 460]
col3-p33: San Sebastián quiere rendir un saludo a las fuerzas expedicionarias que han venido con motivo del Centenario y por nuestro conducto, numerosos elementos populares ruegan —y unimos el nuestro— a las dignísimas autoridades militares, que hagan que las bandas de música de los regimientos de Ingenieros y del Rey den un concierto en el Bulevar.: [540, 1401, 777, 1519]
col6-p14: Una numerosa concurrencia, presenciaba el acto, en el que se hallaban presentes el presidente del Consejo de Administración de la Caja de Ahorros, señor don Luis de Lizariturry; el secretario general, señor Lizariturry y otros señores.: [1310, 1039, 1540, 1130]
col3-p30: Por la noche habrá iluminación y en el Ayuntamiento se celebrará —para conmemorar tan patriótico acto— un concierto. A la que asistirán invitados todos los que asistan también con carácter oficial a la inauguración del Monumento.: [540, 1228, 777, 1306]
col2-p29: Otro, enfrente, lo ocupará exclusivamente el cuerpo diplomático.: [284, 2207, 523, 2234]
byline: El Corresponsal.: [1448, 797, 1540, 811]
col1-p22: Introito Requiem, de Perossi. Kiries Sanctus, Benedictus y Agnus, de Gounod.: [28, 2068, 267, 2094]
col3-p12: Luego las músicas, corales y bandas, con el Orfeón Donostiarra y coros mixtos, ejecutarán el «Himno del Centenario» compuesto exclusivamente para este acto por el notable músico donostiarra don José María Usandizaga.: [540, 446, 777, 525]
column-4-top: [794, 53, 1035, 337]
col3-p7: Representaciones de las entidades y sociedades de San Sebastián.: [540, 218, 777, 245]
col5-p2: El ministro de la Guerra, que pasó la tarde en Hendaya con su familia, regresó á Madrid en el segundo expreso, siendo saludado en la estación por el gobernador civil, capitán general, gobernador militar y algunas otras personas.: [1052, 105, 1293, 184]
col3-p16: La comitiva del Ayuntamiento, Diputación, Junta del Centenario y descendientes de los héroes, por el ángulo del Bulevar.: [540, 634, 777, 687]
column-rule: [1044, 53, 1045, 337]
col6-p27: He aquí los programas para hoy en los siguientes:: [1310, 2068, 1540, 2096]
col2-p2: Fué el P. Madariaga un orador sagrado de excepcionales condiciones para un empeño como el de ayer, por la limpidez de su lenguaje, por su dicción facilísima, clara y potente, por su cultura histórica, y por los acentos de un acendrado patriotismo, que cautivaron y conmovieron.: [284, 80, 523, 171]
irun1-p13: Loor á esos dos incomparables ejércitos francés y español que reprodujeron aquí el de San Marcial, la gloriosa epopeya de las tradicionales luchas de las dos patrias gloriosas, la historia de ambos pueblos hermanos.: [794, 2084, 1035, 2162]
col6-p35: Salón Miramar. — Sesiones desde las tres y media, como los días festivos.: [1310, 2342, 1540, 2369]
divider: [1310, 831, 1540, 832]
section-subheading: Sorteo de premios extraordinarios: [1315, 915, 1535, 929]
col1-p14: El final del día fue verdaderamente fastuoso. Como creemos que ocurrió hace tres años, la tempestad se descargó, y toda la concurrencia en las calles al ver a los poderosos fuegos artificiales y fue un espectáculo que no se olvidará.: [28, 1348, 267, 1427]
col2-p30: Asistirán también los señores presidente del Consejo de Estado y del Tribunal Supremo.: [284, 2234, 523, 2274]
col1-p10: Y después de los toros! Los mismos que nunca fueron a la corrida, una cifra cantidad de personas inmensas por las calles más animadas de la población; la ciudad entera era un hervidero de gente alegre y bulliciosa.: [28, 1044, 267, 1122]
column-rule: [276, 53, 277, 2178]
irun2-p6: El agradezco de la amable invitación de la noble ciudad de Irún, que me ha invitado á la inauguración del sencillo monumento que se levanta en memoria de los soldados heroicamente muertos hace cien años en el campo de la batalla de San Marcial. hemos obedecido á los mismos sentimientos que animan a nuestros amigos, los promotores de esta grandiosa y emocionante ceremonia.: [1052, 884, 1293, 1014]
col6-p7: Ha superado á cuanto se esperaba el festival celebrado esta tarde en la plaza de toros, que ha resultado sencillamente magnífico, soberbio.: [1310, 515, 1540, 568]
col3-p36: El acto tendrá lugar en el Hotel María Cristina y lo amenizará la banda de Sicilia.: [540, 1600, 777, 1627]
